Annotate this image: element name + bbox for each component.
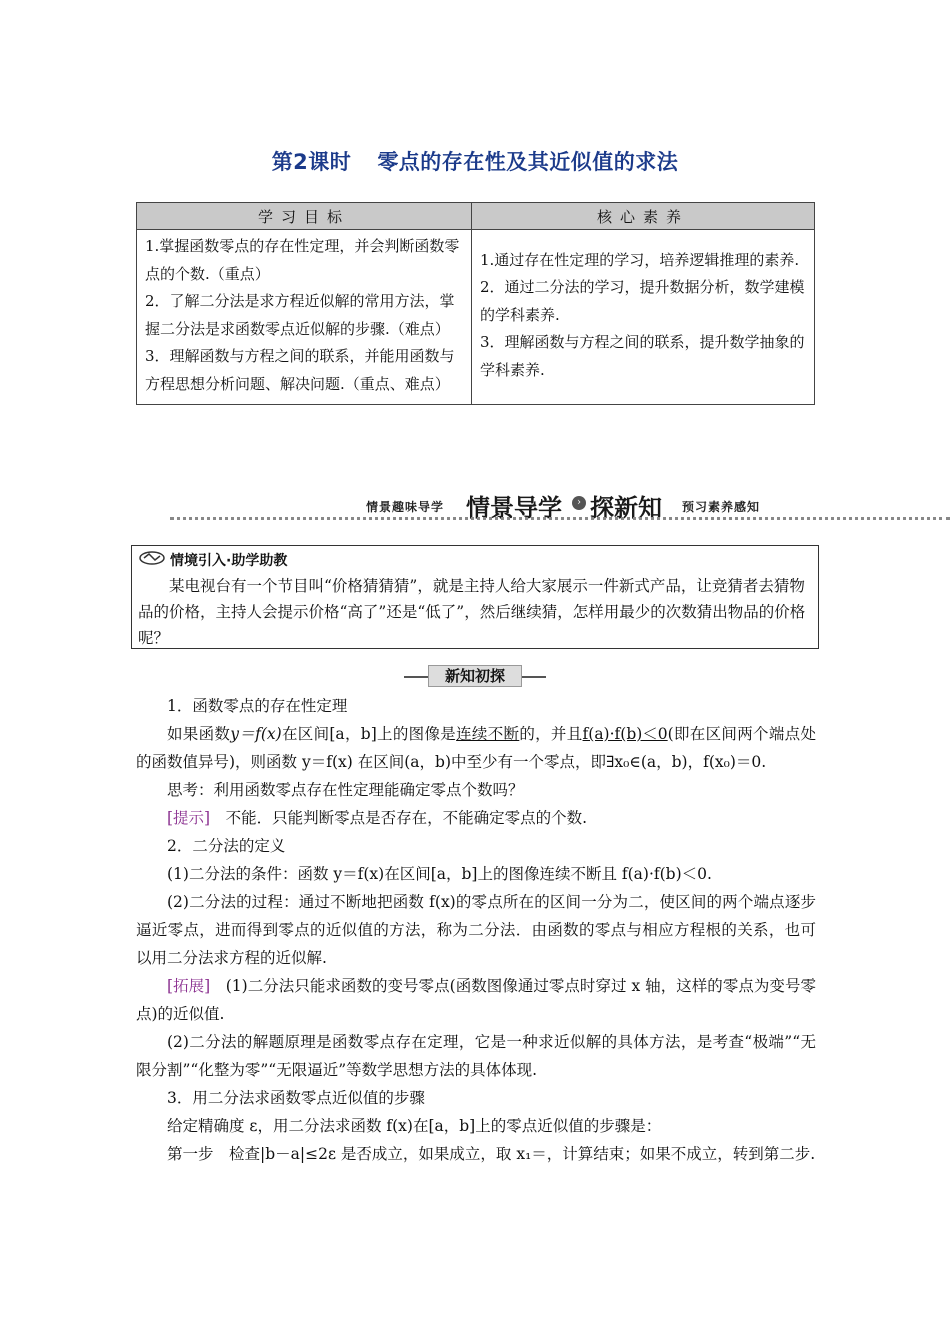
paragraph: 给定精确度 ε，用二分法求函数 f(x)在[a，b]上的零点近似值的步骤是： [167,1117,662,1135]
learning-goals-cell [137,230,472,405]
section-heading: 2．二分法的定义 [167,837,286,855]
core-literacy-cell [472,230,815,405]
lesson-topic: 零点的存在性及其近似值的求法 [377,150,679,174]
main-content [136,692,816,1168]
section-tag-label: 新知初探 [428,665,522,687]
lesson-number: 第2课时 [271,150,352,174]
scenario-text: 某电视台有一个节目叫“价格猜猜猜”，就是主持人给大家展示一件新式产品，让竞猜者去猜物品的价格，主持人会提示价格“高了”还是“低了”，然后继续猜，怎样用最少的次数猜出物品的价格呢？ [138,577,806,647]
banner-divider [170,517,950,520]
learning-goal-item: 1.掌握函数零点的存在性定理，并会判断函数零点的个数.（重点） [145,237,460,283]
hint-label: [提示] [167,809,211,827]
text-run: 如果函数 [167,725,231,743]
section-banner [170,486,950,522]
learning-goal-item: 3．理解函数与方程之间的联系，并能用函数与方程思想分析问题、解决问题.（重点、难点） [145,347,455,393]
underlined-answer: 连续不断 [456,725,520,743]
scenario-box [131,545,819,649]
banner-left-caption: 情景趣味导学 [366,500,445,514]
paragraph: (2)二分法的解题原理是函数零点存在定理，它是一种求近似解的具体方法，是考查“极端”“无限分割”“化整为零”“无限逼近”等数学思想方法的具体体现. [136,1033,816,1079]
section-heading: 1．函数零点的存在性定理 [167,697,348,715]
text-run: 在区间[a，b]上的图像是 [281,725,457,743]
learning-goal-item: 2．了解二分法是求方程近似解的常用方法，掌握二分法是求函数零点近似解的步骤.（难点） [145,292,455,338]
banner-title-main: 情景导学 [466,494,562,522]
goals-table-header [137,203,815,230]
paragraph [136,804,816,832]
text-run: (即在区间两个端点处的函数值异号)，则函数 y＝f(x) 在区间(a，b)中至少有一个零点，即∃x₀∈(a，b)，f(x₀)＝0. [136,725,816,771]
hint-text: 不能．只能判断零点是否存在，不能确定零点的个数. [225,809,588,827]
chevron-right-icon: › [572,496,586,510]
core-literacy-item: 3．理解函数与方程之间的联系，提升数学抽象的学科素养. [480,333,805,379]
handshake-icon [138,549,166,565]
paragraph: 思考：利用函数零点存在性定理能确定零点个数吗？ [167,781,524,799]
page-title [0,146,950,176]
core-literacy-item: 2．通过二分法的学习，提升数据分析，数学建模的学科素养. [480,278,805,324]
formula: y＝f(x) [230,725,282,743]
paragraph [136,972,816,1028]
paragraph: (1)二分法的条件：函数 y＝f(x)在区间[a，b]上的图像连续不断且 f(a)·f(b)＜0. [167,865,712,883]
divider [522,676,546,678]
underlined-answer: f(a)·f(b)＜0 [582,725,668,743]
goals-table [136,202,815,405]
paragraph: 第一步 检查|b－a|≤2ε 是否成立，如果成立，取 x₁＝，计算结束；如果不成立，转到第二步. [167,1145,816,1163]
goals-table-row [137,230,815,405]
scenario-heading: 情境引入·助学助教 [170,553,288,569]
divider [404,676,428,678]
header-learning-goals: 学习目标 [137,203,472,230]
extension-label: [拓展] [167,977,211,995]
banner-title-sub: 探新知 [590,494,662,522]
text-run: 的，并且 [519,725,583,743]
header-core-literacy: 核心素养 [472,203,815,230]
core-literacy-item: 1.通过存在性定理的学习，培养逻辑推理的素养. [480,250,800,269]
extension-text: (1)二分法只能求函数的变号零点(函数图像通过零点时穿过 x 轴，这样的零点为变号零点)的近似值. [136,977,816,1023]
section-tag [0,665,950,687]
paragraph: (2)二分法的过程：通过不断地把函数 f(x)的零点所在的区间一分为二，使区间的两个端点逐步逼近零点，进而得到零点的近似值的方法，称为二分法．由函数的零点与相应方程根的关系，也可以用二分法求方程的近似解. [136,893,816,967]
section-heading: 3．用二分法求函数零点近似值的步骤 [167,1089,425,1107]
paragraph [136,720,816,776]
banner-right-caption: 预习素养感知 [682,500,761,514]
